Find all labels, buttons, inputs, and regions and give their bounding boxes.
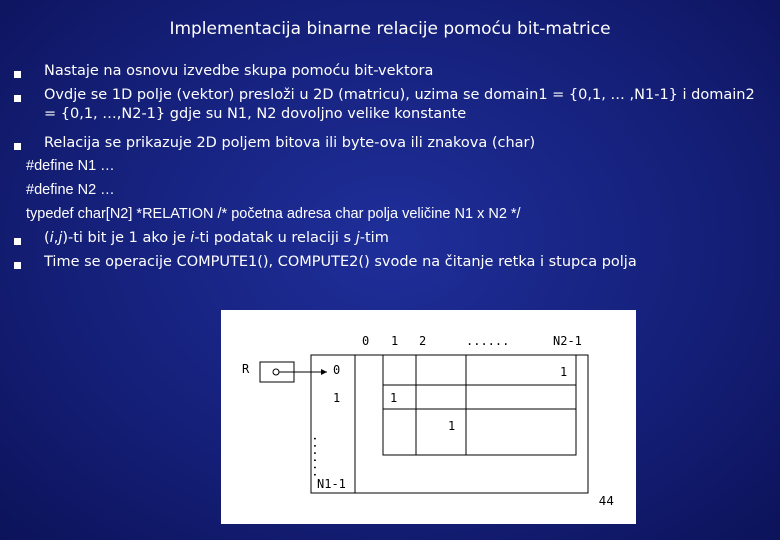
col-2-frame — [416, 355, 466, 455]
bullet-4: (i,j)-ti bit je 1 ako je i-ti podatak u relaciji s j-tim — [44, 230, 389, 246]
bullet-marker — [14, 238, 21, 245]
col-header-2: 2 — [419, 334, 427, 348]
matrix-cell: 1 — [560, 365, 568, 379]
bullet-5: Time se operacije COMPUTE1(), COMPUTE2() svode na čitanje retka i stupca polja — [44, 254, 637, 270]
col-header-dots: ...... — [466, 334, 510, 348]
bullet-marker — [14, 95, 21, 102]
row-header-last: N1-1 — [317, 477, 346, 491]
row-header-dots: ...... — [311, 435, 325, 479]
code-line-3: typedef char[N2] *RELATION /* početna adresa char polja veličine N1 x N2 */ — [26, 206, 521, 222]
matrix-border — [355, 355, 588, 493]
bullet-1: Nastaje na osnovu izvedbe skupa pomoću bit-vektora — [44, 63, 434, 79]
slide-title: Implementacija binarne relacije pomoću bit-matrice — [169, 19, 611, 39]
pointer-arrowhead — [321, 369, 327, 375]
page-number: 44 — [598, 494, 614, 508]
bullet-marker — [14, 262, 21, 269]
matrix-cell: 1 — [448, 419, 456, 433]
row-0-frame — [383, 355, 576, 385]
col-header-1: 1 — [391, 334, 399, 348]
col-1-frame — [383, 355, 416, 455]
bullet-marker — [14, 143, 21, 150]
row-header-0: 0 — [333, 363, 341, 377]
code-line-2: #define N2 … — [26, 182, 115, 198]
col-header-0: 0 — [362, 334, 370, 348]
pointer-label: R — [242, 362, 250, 376]
middle-rows-frame — [383, 409, 576, 455]
relation-matrix-figure — [221, 310, 636, 524]
code-line-1: #define N1 … — [26, 158, 115, 174]
bullet-2: Ovdje se 1D polje (vektor) presloži u 2D (matricu), uzima se domain1 = {0,1, … ,N1-1} i domain2 = {0,1, …,N2-1} gdje su N1, N2 dovoljno velike konstante — [44, 87, 755, 122]
row-header-1: 1 — [333, 391, 341, 405]
pointer-circle — [273, 369, 279, 375]
row-1-frame — [383, 385, 576, 409]
bullet-3: Relacija se prikazuje 2D poljem bitova ili byte-ova ili znakova (char) — [44, 135, 536, 151]
matrix-cell: 1 — [390, 391, 398, 405]
col-header-last: N2-1 — [553, 334, 582, 348]
bullet-marker — [14, 71, 21, 78]
